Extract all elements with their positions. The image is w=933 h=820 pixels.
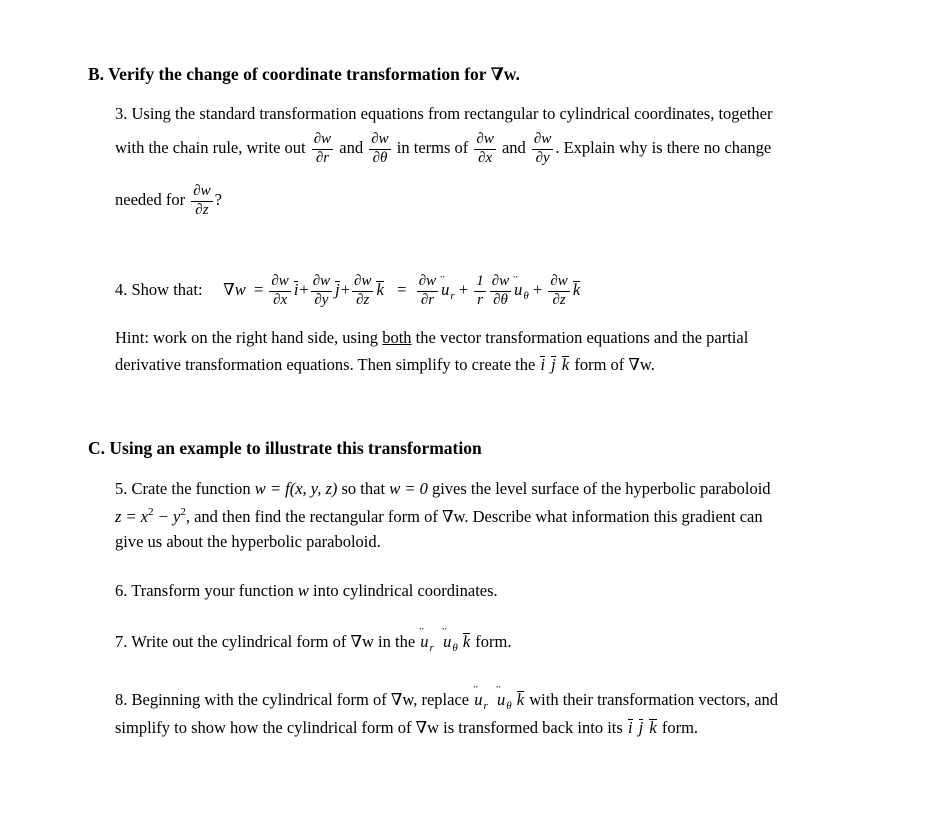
q3-and-1: and [339, 138, 364, 158]
q3-line3 [115, 184, 222, 219]
q3-in-terms-of: in terms of [396, 138, 469, 158]
q3-qmark: ? [214, 190, 222, 210]
q3-line2 [115, 132, 771, 167]
frac-dwdy: $\frac{\partial w}{\partial y}$ [312, 273, 331, 308]
q3-needed-for: needed for [115, 190, 186, 210]
hint-both: both [382, 328, 412, 347]
vec-u-theta: ¨ u [513, 280, 523, 300]
q8-line1: 8. Beginning with the cylindrical form of ∇w, replace ¨ $u_r$ ¨ $u_\theta$ k with their transformation vectors, and [115, 690, 778, 712]
q5-level: w = 0 [389, 479, 428, 498]
q6-line: 6. Transform your function w into cylindrical coordinates. [115, 581, 498, 600]
q3-with-chain: with the chain rule, write out [115, 138, 306, 158]
section-b-heading: B. Verify the change of coordinate transformation for ∇w. [88, 64, 520, 84]
q3-explain: . Explain why is there no change [555, 138, 772, 158]
vec-j: j [335, 280, 340, 300]
frac-dwdz-2: $\frac{\partial w}{\partial z}$ [550, 273, 568, 308]
q7-line: 7. Write out the cylindrical form of ∇w in the ¨ $u_r$ ¨ $u_\theta$ k form. [115, 632, 512, 654]
q4-eq-2: = [397, 280, 407, 300]
q5-line1: 5. Crate the function w = f(x, y, z) so that w = 0 gives the level surface of the hyperbolic paraboloid [115, 479, 771, 498]
q4-label: 4. Show that: [115, 280, 203, 300]
q5-line2: $z = x^2 - y^2$, and then find the rectangular form of ∇w. Describe what information this gradient can [115, 506, 763, 526]
frac-dw-dy: $\frac{\partial w}{\partial y}$ [533, 131, 552, 166]
section-c-heading: C. Using an example to illustrate this transformation [88, 438, 482, 458]
frac-dw-dtheta: $\frac{\partial w}{\partial\theta}$ [371, 131, 389, 166]
q3-line1: 3. Using the standard transformation equations from rectangular to cylindrical coordinates, together [115, 104, 773, 123]
frac-dw-dx: $\frac{\partial w}{\partial x}$ [476, 131, 494, 166]
q8-line2: simplify to show how the cylindrical form of ∇w is transformed back into its i j k form. [115, 718, 699, 737]
frac-dwdtheta: $\frac{\partial w}{\partial\theta}$ [491, 273, 510, 308]
q4-equation: 4. Show that: ∇w = $\frac{\partial w}{\partial x}$ i+ $\frac{\partial w}{\partial y}$ j+ $\frac{\partial w}{\partial z}$ k = $\frac{\partial w}{\partial r}$ ¨ $u_r$ + $\frac{1}{r}$ $\frac{\partial w}{\partial\theta}$ ¨ $u_\theta$ + $\frac{\partial w}{\partial z}$ k [115, 274, 581, 309]
vec-k-2: k [572, 280, 581, 300]
vec-k: k [376, 280, 384, 300]
q3-and-2: and [501, 138, 526, 158]
frac-dw-dz: $\frac{\partial w}{\partial z}$ [193, 183, 211, 218]
q4-lhs: ∇w [223, 280, 246, 300]
q4-eq-1: = [253, 280, 264, 300]
q5-line3: give us about the hyperbolic paraboloid. [115, 532, 381, 551]
frac-dwdx: $\frac{\partial w}{\partial x}$ [271, 273, 289, 308]
frac-dw-dr: $\frac{\partial w}{\partial r}$ [313, 131, 332, 166]
vec-u-r: ¨ u [440, 280, 450, 300]
q4-hint-line1: Hint: work on the right hand side, using both the vector transformation equations and the partial [115, 328, 749, 347]
vec-i: i [293, 280, 299, 300]
q5-function: w = f(x, y, z) [254, 479, 338, 498]
frac-dwdr: $\frac{\partial w}{\partial r}$ [418, 273, 437, 308]
frac-dwdz: $\frac{\partial w}{\partial z}$ [354, 273, 372, 308]
q4-hint-line2: derivative transformation equations. Then simplify to create the i j k form of ∇w. [115, 355, 655, 374]
frac-one-over-r: $\frac{1}{r}$ [476, 273, 484, 308]
